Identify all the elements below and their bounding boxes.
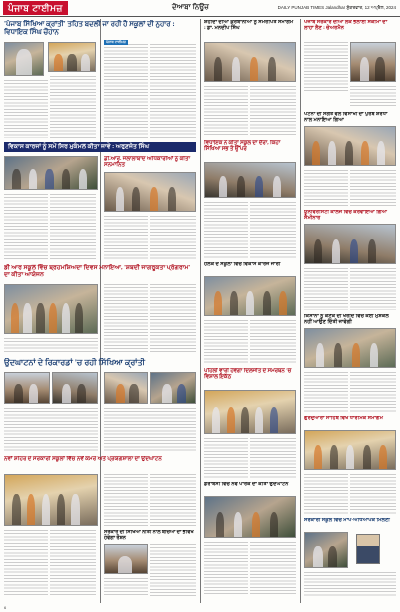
article-headline: ਉਦਘਾਟਨਾਂ ਦੇ ਰਿਕਾਰਡਾਂ 'ਚ ਰਹੀ ਸਿੱਖਿਆ ਕ੍ਰਾਂਤੀ (4, 358, 146, 367)
article-photo (104, 372, 148, 404)
page-number: 6 (4, 605, 7, 610)
article-photo (350, 42, 396, 82)
article-photo (104, 172, 196, 212)
banner-headline: ਵਿਕਾਸ ਕਾਰਜਾਂ ਨੂੰ ਸਮੇਂ ਸਿਰ ਮੁਕੰਮਲ ਕੀਤਾ ਜਾਵੇ : ਅਰੁਣਜੋਤ ਸਿੰਘ (4, 142, 196, 152)
article-photo (4, 284, 98, 334)
article-body (50, 530, 96, 596)
article-body (104, 474, 148, 526)
article-headline: ਵਿਧਾਇਕ ਨੇ ਕੀਤਾ ਸਕੂਲ ਦਾ ਦੌਰਾ, ਕਿਹਾ ਸਿੱਖਿਆ ਸਭ ਤੋਂ ਉੱਪਰ (204, 140, 281, 153)
article-photo (304, 430, 396, 470)
article-body (350, 372, 396, 412)
article-body (304, 572, 396, 596)
dateline: DAILY PUNJAB TIMES Jalandhar ਸ਼ੁੱਕਰਵਾਰ, 12 ਅਪ੍ਰੈਲ, 2024 (277, 5, 396, 10)
section-title: ਦੋਆਬਾ ਨਿਊਜ਼ (172, 4, 209, 11)
article-headline: 'ਪੰਜਾਬ ਸਿੱਖਿਆ ਕ੍ਰਾਂਤੀ' ਤਹਿਤ ਬਦਲੀ ਜਾ ਰਹੀ ਹੈ ਸਕੂਲਾਂ ਦੀ ਨੁਹਾਰ : ਵਿਧਾਇਕ ਸਿੰਘ ਚੌਹਾਨ (4, 20, 175, 37)
article-body (204, 438, 248, 478)
article-body (50, 76, 96, 138)
article-body (4, 338, 98, 354)
article-body (250, 202, 296, 258)
article-headline: ਕਿਸਾਨਾਂ ਨੂੰ ਕਣਕ ਦੀ ਖਰੀਦ ਵਿੱਚ ਕੋਈ ਮੁਸ਼ਕਲ ਨਹੀਂ ਆਉਣ ਦਿੱਤੀ ਜਾਵੇਗੀ (304, 314, 389, 325)
brand-logo: ਪੰਜਾਬ ਟਾਈਮਜ਼ (3, 1, 68, 15)
article-body (104, 216, 148, 260)
article-body (350, 170, 396, 206)
article-photo (4, 156, 98, 190)
article-headline: ਯੂਨੀਵਰਸਿਟੀ ਕਾਲਜ ਵਿੱਚ ਕਰਵਾਇਆ ਗਿਆ ਸੈਮੀਨਾਰ (304, 210, 388, 221)
article-body (350, 268, 396, 310)
article-body (250, 86, 296, 136)
column-rule (100, 19, 101, 603)
article-photo (204, 162, 296, 198)
article-body (4, 408, 98, 452)
article-body (150, 284, 196, 354)
column-rule (200, 19, 201, 603)
column-rule (300, 19, 301, 603)
article-photo (4, 474, 98, 526)
article-body (150, 474, 196, 526)
article-headline: ਪਹਿਲੀ ਵਾਰੀ ਹੋਵੇਗਾ ਦਿਲਜੀਤ ਦੇ ਸਮਰਥਨ 'ਚ ਵਿਸ਼ਾਲ ਇਕੱਠ (204, 368, 292, 381)
article-body (104, 284, 148, 354)
article-photo (304, 532, 348, 568)
article-body (4, 530, 48, 596)
portrait-photo (356, 534, 380, 564)
article-body (104, 44, 148, 138)
article-photo (204, 42, 296, 82)
article-photo (304, 126, 396, 166)
article-headline: ਸਰਕਾਰ ਦੀ ਸਿੱਖਿਆ ਨੀਤੀ ਨਾਲ ਬੱਚਿਆਂ ਦਾ ਭਵਿੱਖ ਹੋਵੇਗਾ ਰੌਸ਼ਨ (104, 530, 194, 541)
article-body (4, 80, 48, 138)
article-body (304, 474, 348, 514)
article-photo (4, 372, 50, 404)
article-body (104, 408, 196, 452)
article-photo (150, 372, 196, 404)
article-body (4, 194, 48, 260)
article-headline: ਸਰਕਾਰੀ ਸਕੂਲ ਵਿੱਚ ਮਾਪੇ-ਅਧਿਆਪਕ ਮਿਲਣੀ (304, 518, 390, 523)
article-body (304, 42, 348, 92)
masthead (0, 0, 400, 17)
article-body (250, 542, 296, 596)
article-body (204, 202, 248, 258)
article-body (204, 542, 248, 596)
article-body (304, 268, 348, 310)
article-photo (204, 496, 296, 538)
article-photo (304, 224, 396, 264)
article-photo (48, 42, 96, 72)
article-headline: ਡੇਰਾਬੱਸੀ ਵਿੱਚ ਨਵੇਂ ਪਾਰਕ ਦਾ ਕੀਤਾ ਉਦਘਾਟਨ (204, 482, 289, 487)
article-body (350, 86, 396, 108)
article-body (304, 170, 348, 206)
article-headline: ਸ਼ਹੀਦਾਂ ਦੀਆਂ ਕੁਰਬਾਨੀਆਂ ਨੂੰ ਸਮਰਪਿਤ ਸਮਾਗਮ : ਡਾ. ਮਨਦੀਪ ਸਿੰਘ (204, 20, 294, 31)
article-body (150, 44, 196, 138)
article-body (50, 194, 96, 260)
article-body (204, 320, 248, 364)
article-photo (304, 328, 396, 368)
article-body (350, 474, 396, 514)
article-body (250, 320, 296, 364)
article-photo (204, 390, 296, 434)
article-photo (204, 276, 296, 316)
article-body (204, 86, 248, 136)
article-body (150, 544, 196, 596)
article-headline: ਡੀ ਆਰ ਸਕੂਲ ਵਿੱਚ ਬ੍ਰਹਮਸ਼ਿਅਦਾ ਦਿਵਸ ਮਨਾਇਆ, 'ਸ਼ਬਦੀ ਜਾਗਰੂਕਤਾ ਪ੍ਰੋਗਰਾਮ' ਦਾ ਕੀਤਾ ਆਯੋਜਨ (4, 264, 191, 279)
article-headline: ਪਟਨਾ ਦੀ ਸੰਗਤ ਵੱਲੋਂ ਵਿਸਾਖੀ ਦਾ ਪੁਰਬ ਸ਼ਰਧਾ ਨਾਲ ਮਨਾਇਆ ਗਿਆ (304, 112, 388, 123)
article-body (304, 372, 348, 412)
photo-credit-tag: ਪੰਜਾਬ ਟਾਈਮਜ਼ (106, 40, 126, 44)
article-photo (104, 544, 148, 574)
article-headline: ਪੰਜਾਬ ਸਰਕਾਰ ਦੀਆਂ ਲੋਕ ਭਲਾਈ ਸਕੀਮਾਂ ਦਾ ਲਾਹਾ ਲੈਣ : ਚੇਅਰਮੈਨ (304, 20, 388, 31)
article-body (150, 216, 196, 260)
article-headline: ਹਲਕੇ ਦੇ ਸਕੂਲਾਂ ਵਿੱਚ ਵਿਕਾਸ ਕਾਰਜ ਜਾਰੀ (204, 262, 281, 267)
article-photo (4, 42, 44, 76)
article-body (104, 578, 148, 596)
article-headline: ਗੁਰਦੁਆਰਾ ਸਾਹਿਬ ਵਿਖੇ ਧਾਰਮਿਕ ਸਮਾਗਮ (304, 416, 383, 421)
article-photo (52, 372, 98, 404)
article-headline: ਡੀ.ਆਰ. ਜਲਾਲਾਬਾਦ ਅਧਿਕਾਰੀਆਂ ਨੂੰ ਕੀਤਾ ਸਨਮਾਨਿਤ (104, 156, 191, 169)
article-body (250, 438, 296, 478)
article-headline: ਨਵਾਂ ਸ਼ਹਿਰ ਦੇ ਸਰਕਾਰੀ ਸਕੂਲਾਂ ਵਿੱਚ ਨਵੇਂ ਕਮਰੇ ਅਤੇ ਪ੍ਰਯੋਗਸ਼ਾਲਾ ਦਾ ਉਦਘਾਟਨ (4, 456, 162, 462)
